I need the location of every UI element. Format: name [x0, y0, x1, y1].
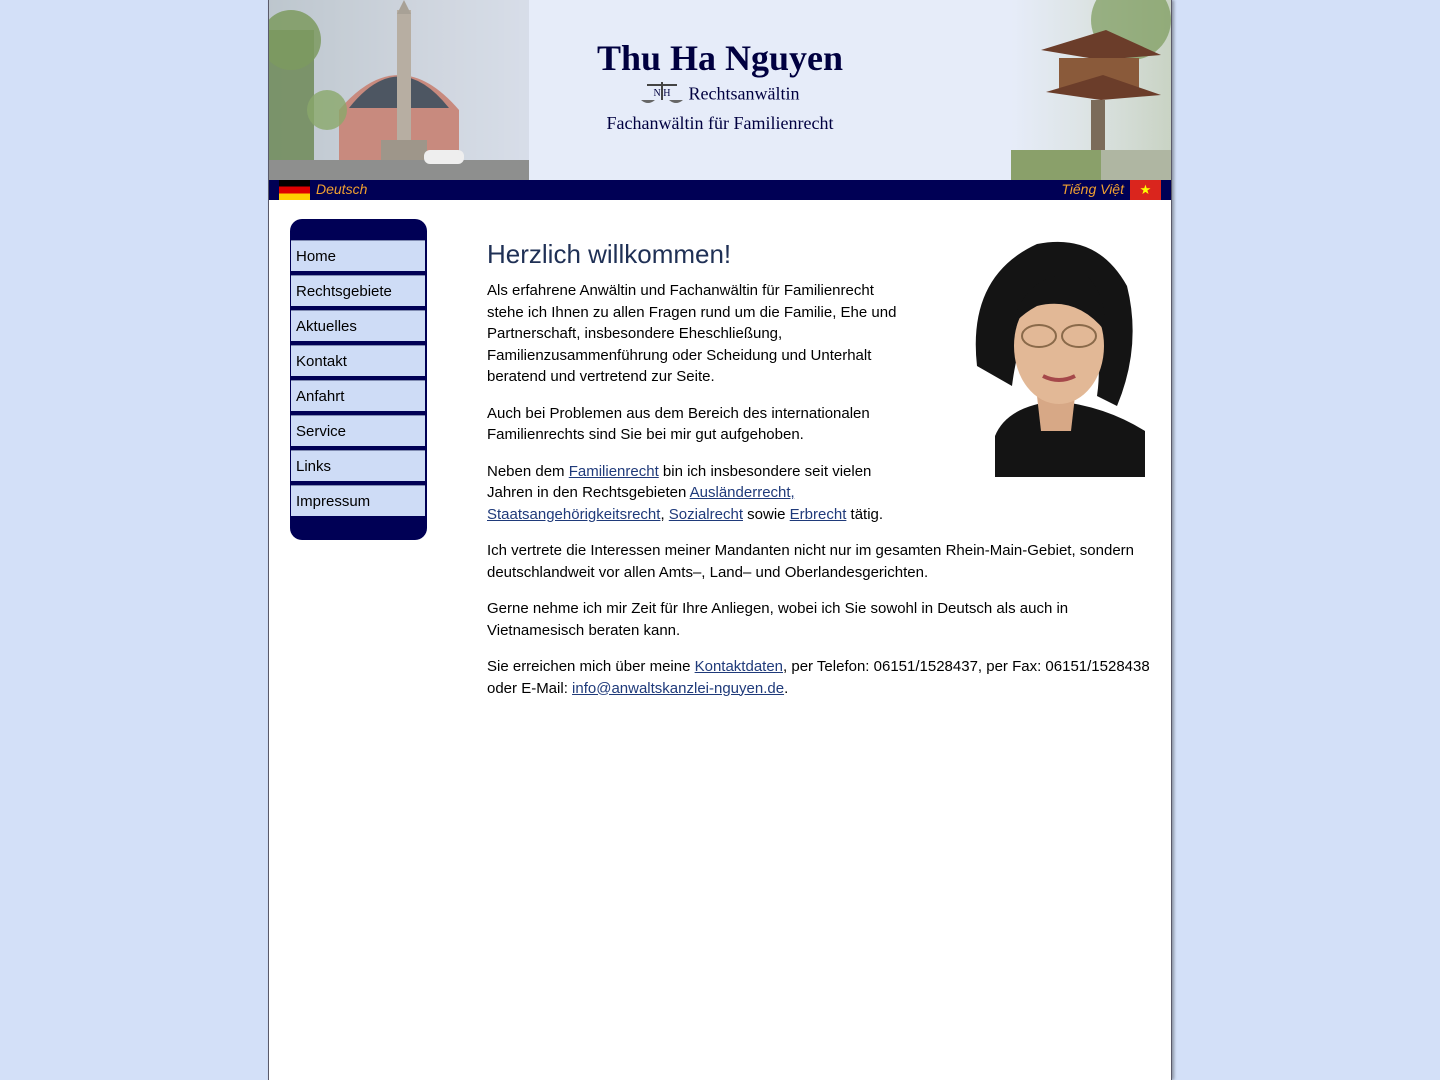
nav-item-service[interactable]: Service — [291, 415, 425, 447]
link-sozialrecht[interactable]: Sozialrecht — [668, 505, 743, 523]
nav-item-anfahrt[interactable]: Anfahrt — [291, 380, 425, 412]
link-kontaktdaten[interactable]: Kontaktdaten — [694, 658, 784, 675]
language-link-vietnamese[interactable] — [1061, 180, 1161, 200]
link-email[interactable]: info@anwaltskanzlei-nguyen.de — [572, 679, 785, 697]
main-navigation — [290, 219, 427, 540]
international-law-paragraph: Auch bei Problemen aus dem Bereich des internationalen Familienrechts sind Sie bei mir gut aufgehoben. — [487, 404, 870, 443]
logo-text: N H — [653, 88, 670, 99]
practice-text-4: sowie — [742, 505, 790, 523]
link-auslaenderrecht[interactable]: Ausländerrecht, Staatsangehörigkeitsrecht — [487, 484, 795, 523]
practice-areas-paragraph — [487, 461, 907, 526]
header-photo-right — [1011, 0, 1171, 180]
nav-item-impressum[interactable]: Impressum — [291, 485, 425, 517]
language-label-german: Deutsch — [316, 181, 368, 197]
nav-item-links[interactable]: Links — [291, 450, 425, 482]
vietnamese-flag-icon: ★ — [1130, 180, 1161, 200]
german-flag-icon — [279, 180, 310, 200]
main-content — [487, 234, 1167, 714]
practice-text-1: Neben dem — [487, 462, 569, 480]
contact-text-2: , per Telefon: 06151/1528437, per Fax: 06151/1528438 oder E-Mail: — [487, 658, 1150, 697]
practice-text-3: , — [660, 505, 669, 523]
contact-text-3: . — [784, 679, 789, 697]
language-link-german[interactable] — [279, 180, 367, 200]
nav-item-home[interactable]: Home — [291, 240, 425, 272]
nav-item-rechtsgebiete[interactable]: Rechtsgebiete — [291, 275, 425, 307]
contact-paragraph — [487, 656, 1167, 699]
page-container — [268, 0, 1172, 1080]
link-familienrecht[interactable]: Familienrecht — [568, 462, 659, 480]
header-title-block — [519, 36, 921, 136]
practice-text-5: tätig. — [846, 505, 884, 523]
nav-item-aktuelles[interactable]: Aktuelles — [291, 310, 425, 342]
language-bar — [269, 180, 1171, 200]
region-paragraph: Ich vertrete die Interessen meiner Mandanten nicht nur im gesamten Rhein-Main-Gebiet, sondern deutschlandweit vor allen Amts–, Land– und Oberlandesgerichten. — [487, 542, 1134, 581]
site-header — [269, 0, 1171, 180]
language-paragraph: Gerne nehme ich mir Zeit für Ihre Anliegen, wobei ich Sie sowohl in Deutsch als auch in Vietnamesisch beraten kann. — [487, 600, 1069, 639]
contact-text-1: Sie erreichen mich über meine — [487, 658, 695, 675]
church-monument-illustration — [269, 0, 529, 180]
subtitle-specialty: Fachanwältin für Familienrecht — [606, 113, 834, 133]
practice-text-2: bin ich insbesondere seit vielen Jahren in den Rechtsgebieten — [487, 462, 872, 501]
language-label-vietnamese: Tiếng Việt — [1061, 181, 1124, 197]
intro-paragraph: Als erfahrene Anwältin und Fachanwältin für Familienrecht stehe ich Ihnen zu allen Fragen rund um die Familie, Ehe und Partnerschaft, insbesondere Eheschließung, Familienzusammenführung oder Scheidung und Unterhalt beratend und vertretend zur Seite. — [487, 282, 897, 385]
header-photo-left — [269, 0, 529, 180]
subtitle-line-1 — [519, 80, 921, 111]
scales-logo-icon — [641, 80, 683, 111]
subtitle-profession: Rechtsanwältin — [688, 83, 800, 104]
link-erbrecht[interactable]: Erbrecht — [789, 505, 847, 523]
nav-item-kontakt[interactable]: Kontakt — [291, 345, 425, 377]
page-heading: Herzlich willkommen! — [487, 239, 732, 269]
pagoda-illustration — [1011, 0, 1171, 180]
site-title: Thu Ha Nguyen — [596, 38, 844, 78]
